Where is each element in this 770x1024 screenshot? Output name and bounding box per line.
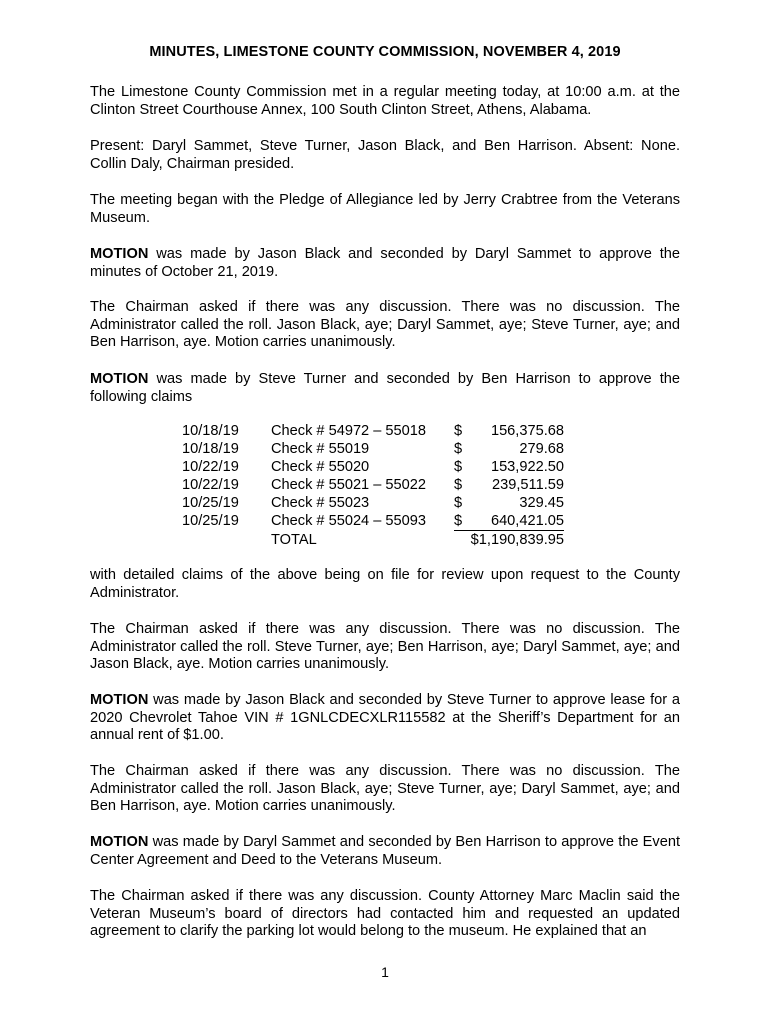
claim-date: 10/25/19 <box>182 495 239 511</box>
page-number: 1 <box>381 964 389 980</box>
claim-check: Check # 55020 <box>271 459 370 475</box>
claim-dollar: $ <box>454 441 463 457</box>
claim-check: Check # 55023 <box>271 495 370 511</box>
claims-row <box>182 422 564 440</box>
intro-paragraph: The Limestone County Commission met in a regular meeting today, at 10:00 a.m. at the Clinton Street Courthouse Annex, 100 South Clinton Street, Athens, Alabama. <box>90 84 680 118</box>
claims-row <box>182 476 564 494</box>
claim-amount: 640,421.05 <box>468 512 564 531</box>
motion-label: MOTION <box>90 246 149 262</box>
claims-total-row <box>182 531 564 550</box>
discussion-3: The Chairman asked if there was any discussion. There was no discussion. The Administrator called the roll. Jason Black, aye; Steve Turner, aye; Daryl Sammet, aye; and Ben Harrison, aye. Motion carries unanimously. <box>90 763 680 815</box>
discussion-1: The Chairman asked if there was any discussion. There was no discussion. The Administrator called the roll. Jason Black, aye; Daryl Sammet, aye; Steve Turner, aye; and Ben Harrison, aye. Motion carries unanimously. <box>90 299 680 351</box>
claim-amount: 156,375.68 <box>490 423 564 439</box>
claim-check: Check # 55021 – 55022 <box>271 477 426 493</box>
claim-check: Check # 54972 – 55018 <box>271 423 426 439</box>
claim-check: Check # 55019 <box>271 441 370 457</box>
claim-date: 10/18/19 <box>182 423 239 439</box>
page-title: MINUTES, LIMESTONE COUNTY COMMISSION, NOVEMBER 4, 2019 <box>149 44 621 60</box>
claims-row <box>182 458 564 476</box>
motion-event-center: MOTION was made by Daryl Sammet and seconded by Ben Harrison to approve the Event Center Agreement and Deed to the Veterans Museum. <box>90 834 681 868</box>
claims-row <box>182 512 564 531</box>
claims-table <box>182 422 564 549</box>
claims-row <box>182 440 564 458</box>
claim-date: 10/22/19 <box>182 459 239 475</box>
motion-label: MOTION <box>90 834 149 850</box>
claim-date: 10/22/19 <box>182 477 239 493</box>
claim-date: 10/18/19 <box>182 441 239 457</box>
pledge-paragraph: The meeting began with the Pledge of Allegiance led by Jerry Crabtree from the Veterans Museum. <box>90 192 680 226</box>
claim-amount: 239,511.59 <box>492 477 564 493</box>
total-label: TOTAL <box>271 531 317 548</box>
claim-dollar: $ <box>454 512 468 531</box>
claim-amount: 329.45 <box>519 495 564 511</box>
claim-amount: 279.68 <box>519 441 564 457</box>
motion-label: MOTION <box>90 692 149 708</box>
discussion-4: The Chairman asked if there was any discussion. County Attorney Marc Maclin said the Veteran Museum’s board of directors had contacted him and requested an updated agreement to clarify the parking lot would belong to the museum. He explained that an <box>90 888 680 940</box>
claim-dollar: $ <box>454 459 463 475</box>
motion-lease: MOTION was made by Jason Black and seconded by Steve Turner to approve lease for a 2020 Chevrolet Tahoe VIN # 1GNLCDECXLR115582 at the Sheriff’s Department for an annual rent of $1.00. <box>90 692 680 744</box>
claim-check: Check # 55024 – 55093 <box>271 513 426 530</box>
motion-minutes: MOTION was made by Jason Black and seconded by Daryl Sammet to approve the minutes of October 21, 2019. <box>90 246 680 280</box>
motion-claims: MOTION was made by Steve Turner and seconded by Ben Harrison to approve the following claims <box>90 371 680 405</box>
discussion-2: The Chairman asked if there was any discussion. There was no discussion. The Administrator called the roll. Steve Turner, aye; Ben Harrison, aye; Daryl Sammet, aye; and Jason Black, aye. Motion carries unanimously. <box>90 621 680 673</box>
attendance-paragraph: Present: Daryl Sammet, Steve Turner, Jason Black, and Ben Harrison. Absent: None. Collin Daly, Chairman presided. <box>90 138 680 172</box>
claims-note: with detailed claims of the above being on file for review upon request to the County Administrator. <box>90 567 680 601</box>
claim-dollar: $ <box>454 477 463 493</box>
claim-date: 10/25/19 <box>182 513 239 530</box>
claim-dollar: $ <box>454 423 463 439</box>
motion-label: MOTION <box>90 371 149 387</box>
claim-amount: 153,922.50 <box>490 459 564 475</box>
total-value: $1,190,839.95 <box>470 532 564 548</box>
claim-dollar: $ <box>454 495 463 511</box>
claims-row <box>182 494 564 512</box>
